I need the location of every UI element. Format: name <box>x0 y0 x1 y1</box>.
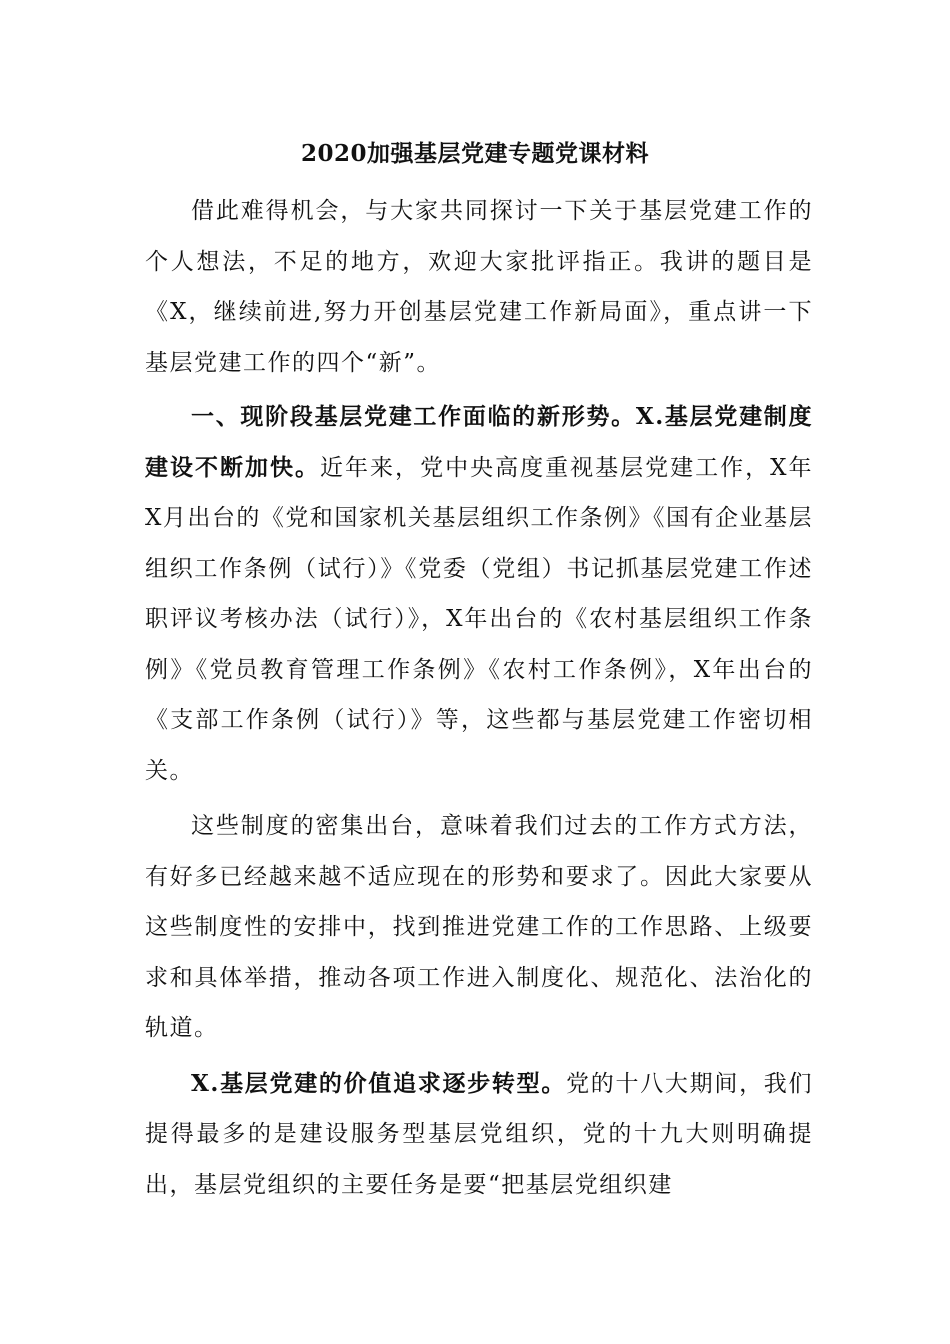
document-body <box>145 186 813 1210</box>
paragraph-regulations <box>145 801 813 1054</box>
paragraph-text: 党的十八大期间，我们提得最多的是建设服务型基层党组织，党的十九大则明确提出，基层党组织的主要任务是要“把基层党组织建 <box>145 1070 814 1198</box>
paragraph-text: 这些制度的密集出台，意味着我们过去的工作方式方法，有好多已经越来越不适应现在的形势和要求了。因此大家要从这些制度性的安排中，找到推进党建工作的工作思路、上级要求和具体举措，推动各项工作进入制度化、规范化、法治化的轨道。 <box>145 813 813 1041</box>
document-title: 2020加强基层党建专题党课材料 <box>300 140 649 167</box>
paragraph-lead: 一、现阶段基层党建工作面临的新形势。X.基层党建制度建设不断加快。 <box>145 403 813 481</box>
paragraph-text: 借此难得机会，与大家共同探讨一下关于基层党建工作的个人想法，不足的地方，欢迎大家批评指正。我讲的题目是《X，继续前进,努力开创基层党建工作新局面》，重点讲一下基层党建工作的四个“新”。 <box>145 198 813 376</box>
paragraph-value-transition <box>145 1059 813 1211</box>
paragraph-lead: X.基层党建的价值追求逐步转型。 <box>191 1069 567 1097</box>
paragraph-text: 近年来，党中央高度重视基层党建工作，X年X月出台的《党和国家机关基层组织工作条例》《国有企业基层组织工作条例（试行）》《党委（党组）书记抓基层党建工作述职评议考核办法（试行）》，X年出台的《农村基层组织工作条例》《党员教育管理工作条例》《农村工作条例》，X年出台的《支部工作条例（试行）》等，这些都与基层党建工作密切相关。 <box>145 454 814 784</box>
paragraph-intro <box>145 186 813 388</box>
paragraph-section-one <box>145 392 813 796</box>
